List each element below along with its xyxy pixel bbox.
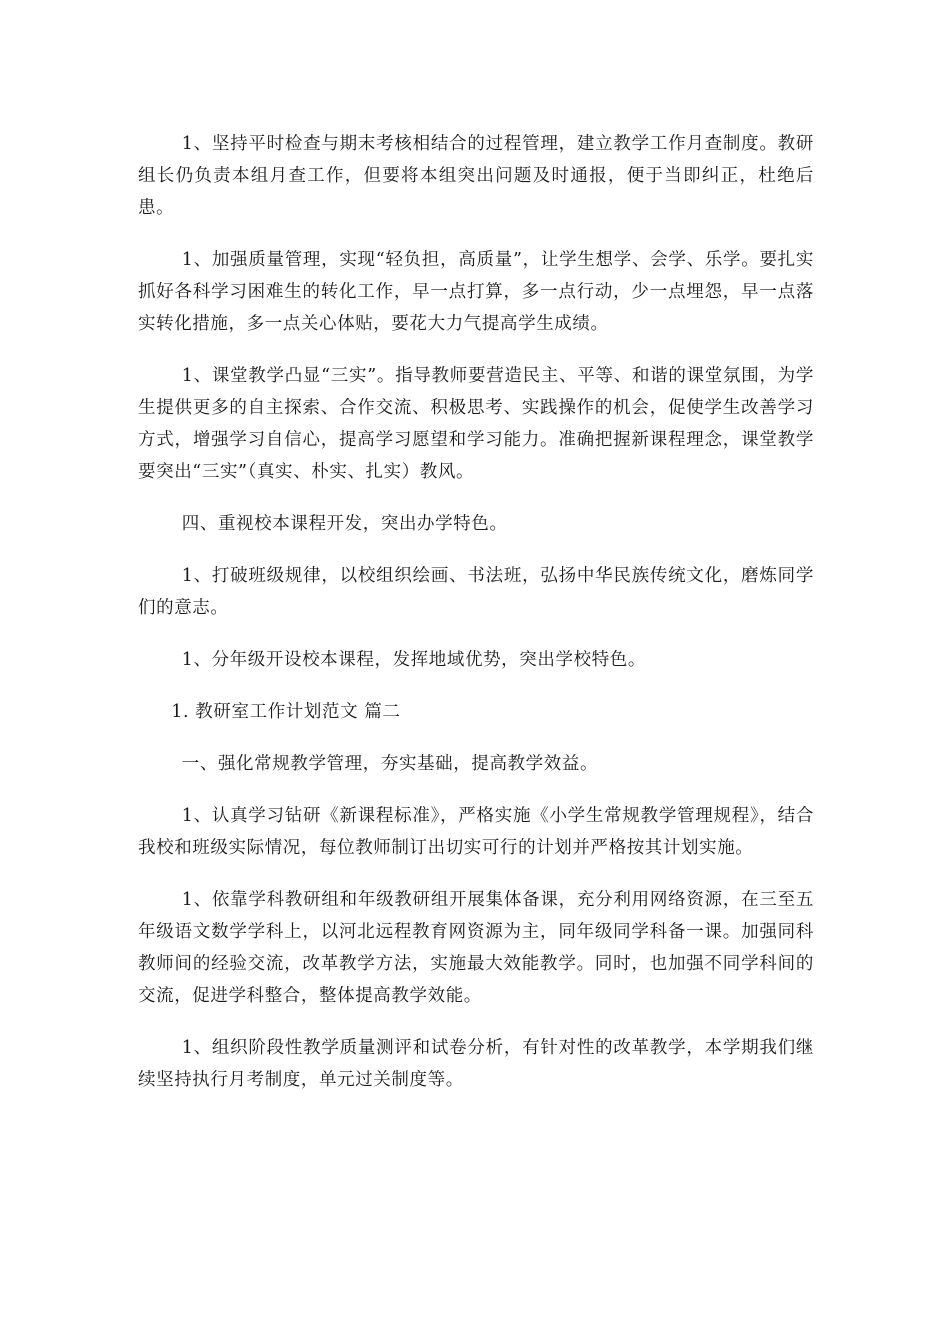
section-title-part-two: 1. 教研室工作计划范文 篇二 [171,702,401,722]
paragraph-quality-management: 1、加强质量管理，实现“轻负担，高质量”，让学生想学、会学、乐学。要扎实抓好各科学习困难生的转化工作，早一点打算，多一点行动，少一点埋怨，早一点落实转化措施，多一点关心体贴，要花大力气提高学生成绩。 [138,250,814,334]
paragraph-grade-curriculum: 1、分年级开设校本课程，发挥地域优势，突出学校特色。 [181,650,646,670]
paragraph-curriculum-standard: 1、认真学习钻研《新课程标准》，严格实施《小学生常规教学管理规程》，结合我校和班级实际情况，每位教师制订出切实可行的计划并严格按其计划实施。 [138,806,814,858]
paragraph-collective-preparation: 1、依靠学科教研组和年级教研组开展集体备课，充分利用网络资源，在三至五年级语文数学学科上，以河北远程教育网资源为主，同年级同学科备一课。加强同科教师间的经验交流，改革教学方法，实施最大效能教学。同时，也加强不同学科间的交流，促进学科整合，整体提高教学效能。 [138,890,814,1006]
paragraph-monthly-check: 1、坚持平时检查与期末考核相结合的过程管理，建立教学工作月查制度。教研组长仍负责本组月查工作，但要将本组突出问题及时通报，便于当即纠正，杜绝后患。 [138,134,814,218]
document-body [138,128,814,1096]
paragraph-quality-assessment: 1、组织阶段性教学质量测评和试卷分析，有针对性的改革教学，本学期我们继续坚持执行月考制度，单元过关制度等。 [138,1038,814,1090]
heading-school-curriculum: 四、重视校本课程开发，突出办学特色。 [181,514,508,534]
heading-routine-management: 一、强化常规教学管理，夯实基础，提高教学效益。 [181,754,599,774]
paragraph-calligraphy-class: 1、打破班级规律，以校组织绘画、书法班，弘扬中华民族传统文化，磨炼同学们的意志。 [138,566,814,618]
paragraph-classroom-teaching: 1、课堂教学凸显“三实”。指导教师要营造民主、平等、和谐的课堂氛围，为学生提供更多的自主探索、合作交流、积极思考、实践操作的机会，促使学生改善学习方式，增强学习自信心，提高学习愿望和学习能力。准确把握新课程理念，课堂教学要突出“三实”（真实、朴实、扎实）教风。 [138,366,814,482]
